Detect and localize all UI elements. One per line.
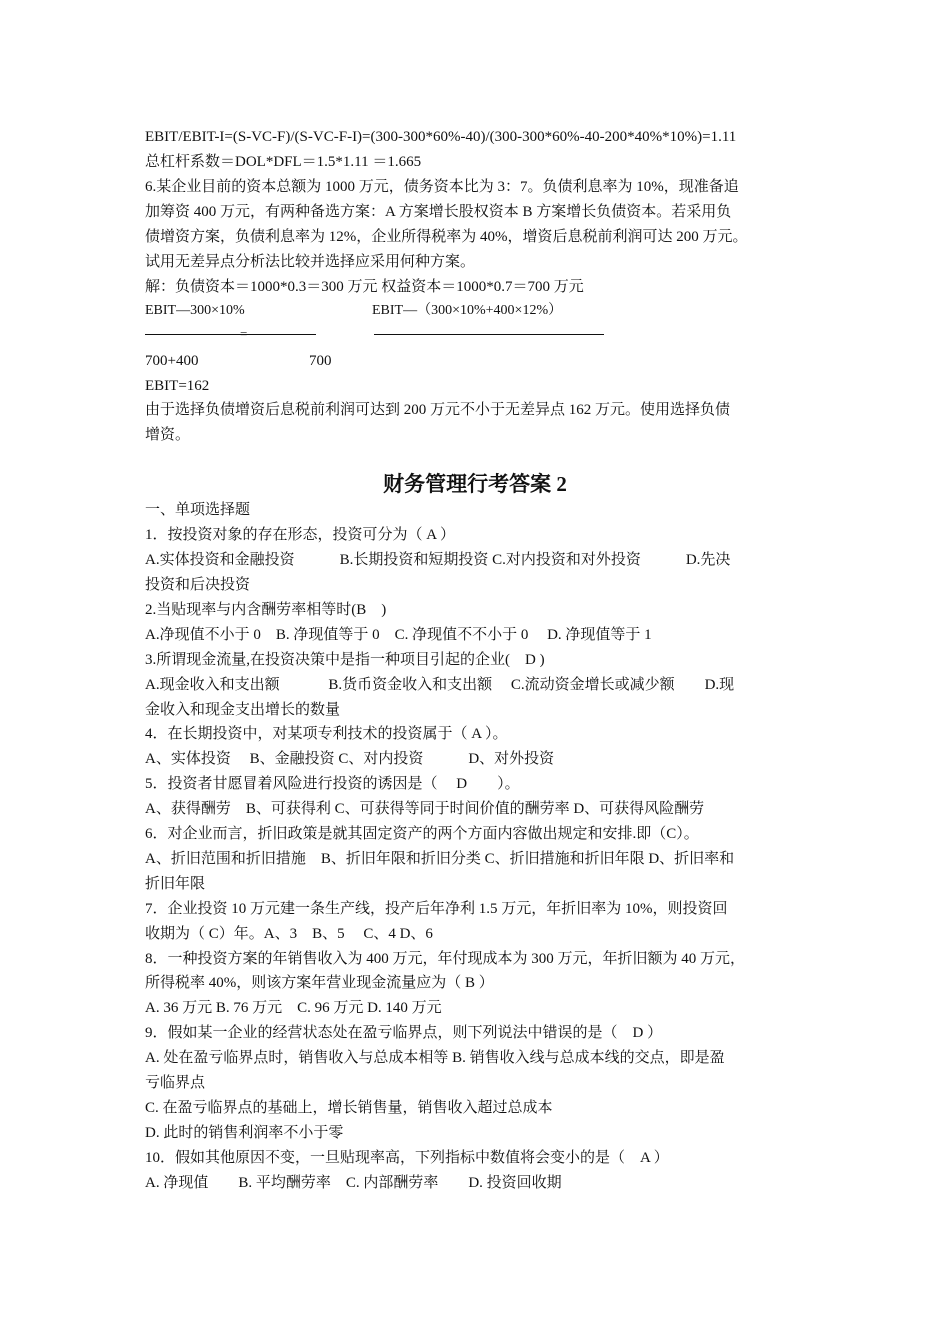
fraction-numerator-right: EBIT—（300×10%+400×12%） [372,303,563,318]
options-line: A. 净现值 B. 平均酬劳率 C. 内部酬劳率 D. 投资回收期 [145,1175,562,1191]
question-line: 6．对企业而言，折旧政策是就其固定资产的两个方面内容做出规定和安排.即（C）。 [145,826,699,842]
fraction-denominator-left: 700+400 [145,353,199,369]
question-line: 8．一种投资方案的年销售收入为 400 万元，年付现成本为 300 万元，年折旧额为 40 万元， [145,951,746,967]
problem-6-line-4: 试用无差异点分析法比较并选择应采用何种方案。 [145,254,476,270]
fraction-bar-left [145,334,316,335]
question-line: 3.所谓现金流量,在投资决策中是指一种项目引起的企业( D ) [145,652,545,668]
solution-line: 解：负债资本＝1000*0.3＝300 万元 权益资本＝1000*0.7＝700 万元 [145,279,584,295]
conclusion-line-1: 由于选择负债增资后息税前利润可达到 200 万元不小于无差异点 162 万元。使用选择负债 [145,402,731,418]
fraction-equals-sign: = [240,326,248,341]
problem-6-line-2: 加筹资 400 万元，有两种备选方案：A 方案增长股权资本 B 方案增长负债资本。若采用负 [145,204,732,220]
fraction-denominator-right: 700 [309,353,332,369]
options-line: A.现金收入和支出额 B.货币资金收入和支出额 C.流动资金增长或减少额 D.现 [145,677,735,693]
ebit-result: EBIT=162 [145,378,210,394]
fraction-bar-right [374,334,604,335]
options-line: A. 处在盈亏临界点时，销售收入与总成本相等 B. 销售收入线与总成本线的交点，即是盈 [145,1050,725,1066]
options-line: A. 36 万元 B. 76 万元 C. 96 万元 D. 140 万元 [145,1000,442,1016]
options-line: A.净现值不小于 0 B. 净现值等于 0 C. 净现值不不小于 0 D. 净现值等于 1 [145,627,652,643]
options-line: A.实体投资和金融投资 B.长期投资和短期投资 C.对内投资和对外投资 D.先决 [145,552,731,568]
options-line: 金收入和现金支出增长的数量 [145,702,341,718]
section-heading: 一、单项选择题 [145,502,251,518]
options-line: A、折旧范围和折旧措施 B、折旧年限和折旧分类 C、折旧措施和折旧年限 D、折旧率和 [145,851,735,867]
problem-6-line-1: 6.某企业目前的资本总额为 1000 万元，债务资本比为 3：7。负债利息率为 10%，现准备追 [145,179,739,195]
options-line: D. 此时的销售利润率不小于零 [145,1125,344,1141]
formula-dtl-line: 总杠杆系数＝DOL*DFL＝1.5*1.11 ＝1.665 [145,154,422,170]
options-line: 亏临界点 [145,1075,206,1091]
problem-6-line-3: 债增资方案，负债利息率为 12%，企业所得税率为 40%，增资后息税前利润可达 200 万元。 [145,229,748,245]
question-line: 7．企业投资 10 万元建一条生产线，投产后年净利 1.5 万元，年折旧率为 10%，则投资回 [145,901,728,917]
question-line: 5．投资者甘愿冒着风险进行投资的诱因是（ D ）。 [145,776,520,792]
question-line: 所得税率 40%，则该方案年营业现金流量应为（ B ） [145,975,494,991]
question-line: 9．假如某一企业的经营状态处在盈亏临界点，则下列说法中错误的是（ D ） [145,1025,663,1041]
question-line: 1．按投资对象的存在形态，投资可分为（ A ） [145,527,456,543]
options-line: A、获得酬劳 B、可获得利 C、可获得等同于时间价值的酬劳率 D、可获得风险酬劳 [145,801,705,817]
options-line: A、实体投资 B、金融投资 C、对内投资 D、对外投资 [145,751,555,767]
fraction-numerator-left: EBIT—300×10% [145,303,245,318]
question-line: 2.当贴现率与内含酬劳率相等时(B ) [145,602,387,618]
question-line: 4．在长期投资中，对某项专利技术的投资属于（ A ）。 [145,726,508,742]
question-line: 10．假如其他原因不变，一旦贴现率高，下列指标中数值将会变小的是（ A ） [145,1150,669,1166]
options-line: C. 在盈亏临界点的基础上，增长销售量，销售收入超过总成本 [145,1100,553,1116]
formula-dfl-line: EBIT/EBIT-I=(S-VC-F)/(S-VC-F-I)=(300-300*60%-40)/(300-300*60%-40-200*40%*10%)=1.11 [145,129,737,145]
options-line: 投资和后决投资 [145,577,251,593]
conclusion-line-2: 增资。 [145,427,191,443]
options-line: 折旧年限 [145,876,206,892]
question-line: 收期为（ C）年。A、3 B、5 C、4 D、6 [145,926,433,942]
section-title: 财务管理行考答案 2 [383,472,567,496]
